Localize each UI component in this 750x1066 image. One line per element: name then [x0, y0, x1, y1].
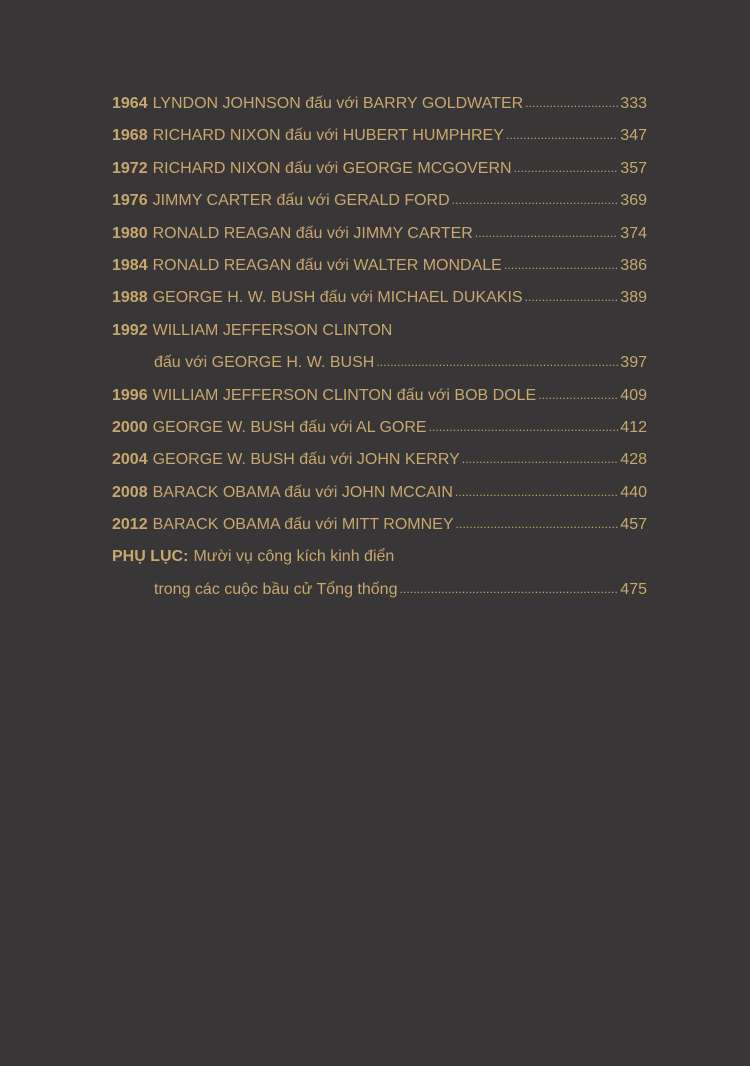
entry-year: 1976: [112, 192, 148, 210]
entry-page-number: 347: [620, 127, 647, 145]
entry-year: 2008: [112, 483, 148, 501]
toc-entry-1996[interactable]: [112, 382, 647, 414]
entry-title: GEORGE W. BUSH đấu với JOHN KERRY: [152, 451, 460, 469]
entry-year: 1968: [112, 127, 148, 145]
appendix-label: PHỤ LỤC:: [112, 548, 189, 566]
toc-entry-appendix[interactable]: [112, 543, 647, 575]
dot-leader: [376, 348, 618, 376]
toc-entry-1988[interactable]: [112, 284, 647, 316]
dot-leader: [456, 510, 619, 538]
toc-entry-2004[interactable]: [112, 446, 647, 478]
table-of-contents: [112, 90, 647, 608]
toc-entry-1992[interactable]: [112, 317, 647, 349]
entry-page-number: 386: [620, 256, 647, 274]
entry-title: WILLIAM JEFFERSON CLINTON đấu với BOB DOLE: [152, 386, 537, 404]
entry-year: 1980: [112, 224, 148, 242]
entry-title: GEORGE H. W. BUSH đấu với MICHAEL DUKAKIS: [152, 289, 523, 307]
dot-leader: [475, 219, 619, 247]
entry-page-number: 457: [620, 516, 647, 534]
entry-title: RICHARD NIXON đấu với HUBERT HUMPHREY: [152, 127, 504, 145]
entry-year: 2012: [112, 516, 148, 534]
entry-title: BARACK OBAMA đấu với MITT ROMNEY: [152, 516, 454, 534]
entry-page-number: 397: [620, 354, 647, 372]
toc-entry-1972[interactable]: [112, 155, 647, 187]
toc-entry-appendix-continuation[interactable]: [112, 576, 647, 608]
entry-title: RICHARD NIXON đấu với GEORGE MCGOVERN: [152, 159, 512, 177]
dot-leader: [462, 445, 619, 473]
dot-leader: [525, 283, 619, 311]
entry-title-continuation: đấu với GEORGE H. W. BUSH: [154, 354, 375, 372]
entry-title: BARACK OBAMA đấu với JOHN MCCAIN: [152, 483, 453, 501]
toc-entry-1980[interactable]: [112, 220, 647, 252]
entry-title: Mười vụ công kích kinh điển: [193, 548, 395, 566]
entry-year: 2000: [112, 418, 148, 436]
entry-title: LYNDON JOHNSON đấu với BARRY GOLDWATER: [152, 95, 524, 112]
entry-year: 1996: [112, 386, 148, 404]
entry-title: JIMMY CARTER đấu với GERALD FORD: [152, 192, 450, 210]
entry-page-number: 333: [620, 95, 647, 112]
toc-entry-1964[interactable]: [112, 90, 647, 122]
entry-title: GEORGE W. BUSH đấu với AL GORE: [152, 418, 427, 436]
entry-page-number: 440: [620, 483, 647, 501]
entry-page-number: 374: [620, 224, 647, 242]
dot-leader: [506, 121, 618, 149]
entry-year: 2004: [112, 451, 148, 469]
entry-page-number: 389: [620, 289, 647, 307]
entry-year: 1984: [112, 256, 148, 274]
entry-year: 1988: [112, 289, 148, 307]
dot-leader: [399, 575, 618, 603]
entry-title: RONALD REAGAN đấu với JIMMY CARTER: [152, 224, 473, 242]
entry-year: 1972: [112, 159, 148, 177]
toc-entry-2000[interactable]: [112, 414, 647, 446]
entry-page-number: 409: [620, 386, 647, 404]
entry-title-continuation: trong các cuộc bầu cử Tổng thống: [154, 580, 398, 598]
toc-entry-1968[interactable]: [112, 122, 647, 154]
dot-leader: [514, 154, 619, 182]
entry-year: 1992: [112, 321, 148, 339]
toc-entry-1984[interactable]: [112, 252, 647, 284]
dot-leader: [429, 413, 619, 441]
toc-entry-2012[interactable]: [112, 511, 647, 543]
entry-page-number: 357: [620, 159, 647, 177]
dot-leader: [525, 89, 618, 117]
entry-title: RONALD REAGAN đấu với WALTER MONDALE: [152, 256, 502, 274]
toc-entry-1976[interactable]: [112, 187, 647, 219]
entry-page-number: 369: [620, 192, 647, 210]
entry-title: WILLIAM JEFFERSON CLINTON: [152, 321, 393, 339]
dot-leader: [455, 478, 618, 506]
entry-year: 1964: [112, 95, 148, 112]
entry-page-number: 428: [620, 451, 647, 469]
toc-entry-2008[interactable]: [112, 479, 647, 511]
entry-page-number: 412: [620, 418, 647, 436]
dot-leader: [504, 251, 618, 279]
dot-leader: [452, 186, 619, 214]
entry-page-number: 475: [620, 580, 647, 598]
dot-leader: [538, 381, 618, 409]
toc-entry-1992-continuation[interactable]: [112, 349, 647, 381]
